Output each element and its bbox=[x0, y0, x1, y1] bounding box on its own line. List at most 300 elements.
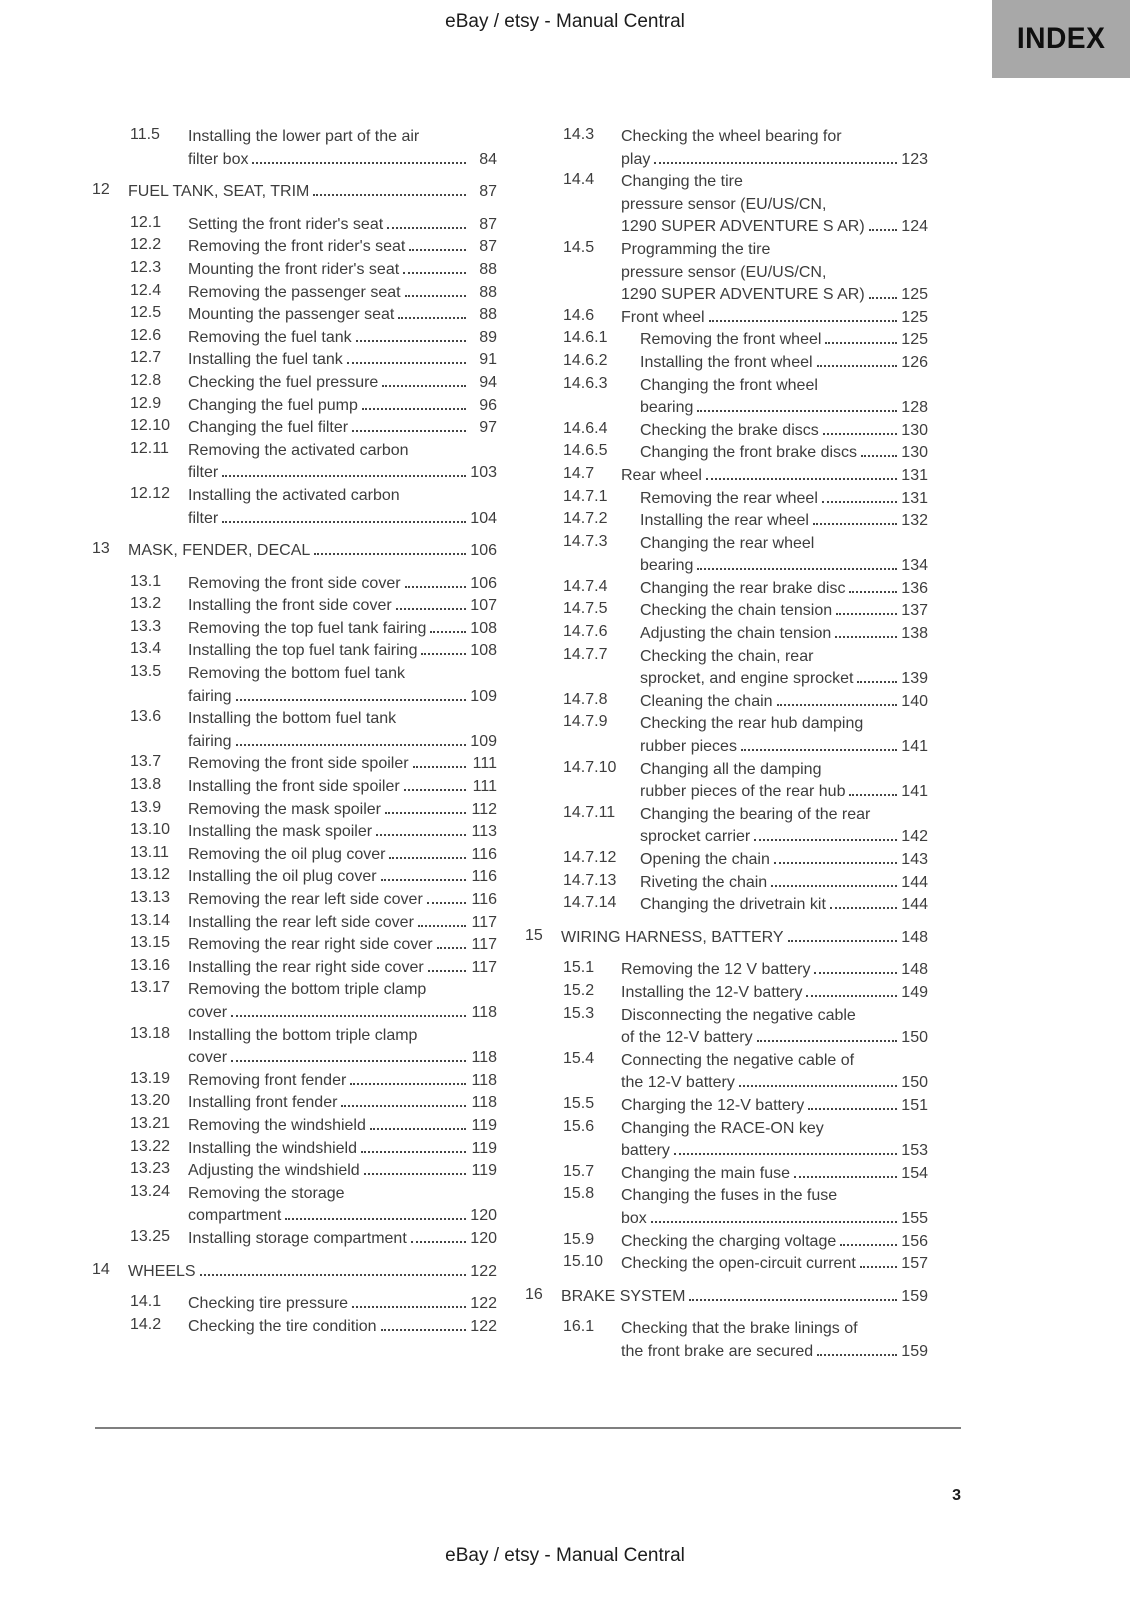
toc-entry-number: 14.2 bbox=[130, 1315, 162, 1333]
toc-entry-title-line: Programming the tire bbox=[621, 240, 771, 258]
toc-entry-last-line bbox=[188, 1047, 497, 1070]
toc-entry-last-line bbox=[621, 1253, 928, 1276]
dotted-leader bbox=[370, 1125, 466, 1130]
toc-entry-page-number: 143 bbox=[901, 851, 928, 868]
toc-entry-title-line: 1290 SUPER ADVENTURE S AR) bbox=[621, 218, 865, 236]
dotted-leader bbox=[654, 159, 897, 164]
toc-entry-page-number: 148 bbox=[901, 961, 928, 979]
toc-entry-last-line bbox=[640, 488, 928, 511]
dotted-leader bbox=[836, 610, 897, 615]
toc-entry-title-line: filter bbox=[188, 464, 219, 482]
toc-entry-14-7-3 bbox=[525, 533, 928, 578]
toc-entry-page-number: 138 bbox=[901, 625, 928, 643]
toc-entry-13-4 bbox=[92, 640, 497, 663]
toc-entry-page-number: 97 bbox=[479, 419, 497, 437]
toc-entry-number: 14.7.3 bbox=[563, 532, 608, 550]
toc-entry-page-number: 107 bbox=[470, 597, 497, 615]
toc-entry-title-line: the front brake are secured bbox=[621, 1342, 814, 1360]
dotted-leader bbox=[817, 362, 897, 367]
toc-entry-last-line bbox=[188, 618, 497, 641]
toc-entry-title-line: Removing the front wheel bbox=[640, 331, 822, 349]
toc-entry-13-9 bbox=[92, 799, 497, 822]
toc-entry-13-21 bbox=[92, 1115, 497, 1138]
toc-entry-12-4 bbox=[92, 282, 497, 305]
toc-entry-last-line bbox=[621, 1140, 928, 1163]
toc-entry-number: 13.1 bbox=[130, 572, 162, 590]
toc-entry-number: 14.7.7 bbox=[563, 645, 608, 663]
toc-entry-number: 14.6.4 bbox=[563, 419, 608, 437]
toc-entry-title-line: Installing the front side cover bbox=[188, 597, 392, 615]
toc-entry-title-line: MASK, FENDER, DECAL bbox=[128, 542, 311, 560]
toc-entry-title-line: Checking the chain tension bbox=[640, 602, 833, 620]
toc-entry-title-line: Checking tire pressure bbox=[188, 1295, 349, 1313]
toc-entry-last-line bbox=[621, 1027, 928, 1050]
toc-entry-title-line: Changing the tire bbox=[621, 173, 743, 191]
toc-entry-number: 13.3 bbox=[130, 617, 162, 635]
toc-entry-title-line: Removing the mask spoiler bbox=[188, 800, 381, 818]
dotted-leader bbox=[314, 550, 466, 555]
toc-entry-title-line: Adjusting the windshield bbox=[188, 1162, 360, 1180]
toc-entry-number: 13.8 bbox=[130, 776, 162, 794]
toc-entry-number: 12.6 bbox=[130, 326, 162, 344]
dotted-leader bbox=[861, 452, 897, 457]
toc-entry-number: 14.7.10 bbox=[563, 758, 617, 776]
toc-entry-last-line bbox=[640, 894, 928, 917]
toc-entry-number: 13.17 bbox=[130, 979, 171, 997]
toc-entry-title-line: WIRING HARNESS, BATTERY bbox=[561, 928, 784, 946]
toc-entry-number: 14.7.9 bbox=[563, 713, 608, 731]
dotted-leader bbox=[376, 831, 466, 836]
toc-entry-title-line: Changing the front brake discs bbox=[640, 444, 858, 462]
toc-entry-number: 13.5 bbox=[130, 663, 162, 681]
toc-entry-number: 14.3 bbox=[563, 126, 595, 143]
toc-entry-page-number: 122 bbox=[470, 1262, 497, 1280]
toc-entry-title-line: Installing the bottom fuel tank bbox=[188, 710, 397, 728]
toc-entry-title-line: Checking the fuel pressure bbox=[188, 373, 379, 391]
toc-entry-last-line bbox=[128, 1261, 497, 1284]
toc-entry-14-7-2 bbox=[525, 510, 928, 533]
dotted-leader bbox=[413, 763, 466, 768]
toc-entry-12-5 bbox=[92, 304, 497, 327]
toc-entry-last-line bbox=[188, 866, 497, 889]
toc-entry-last-line bbox=[128, 181, 497, 204]
toc-entry-page-number: 144 bbox=[901, 896, 928, 914]
toc-entry-page-number: 89 bbox=[479, 328, 497, 346]
toc-entry-last-line bbox=[621, 1231, 928, 1254]
toc-entry-number: 16 bbox=[525, 1285, 543, 1303]
toc-entry-last-line bbox=[188, 640, 497, 663]
toc-entry-16 bbox=[525, 1286, 928, 1309]
toc-entry-number: 15.7 bbox=[563, 1162, 595, 1180]
toc-entry-title-line: Installing the activated carbon bbox=[188, 486, 400, 504]
toc-entry-title-line: Installing the top fuel tank fairing bbox=[188, 642, 418, 660]
dotted-leader bbox=[313, 191, 466, 196]
dotted-leader bbox=[385, 809, 466, 814]
toc-entry-13-15 bbox=[92, 934, 497, 957]
toc-entry-last-line bbox=[188, 731, 497, 754]
toc-entry-page-number: 87 bbox=[479, 215, 497, 233]
toc-entry-number: 13.11 bbox=[130, 843, 169, 861]
toc-entry-page-number: 118 bbox=[471, 1071, 497, 1089]
toc-entry-14-6-4 bbox=[525, 420, 928, 443]
toc-entry-title-line: Changing the fuses in the fuse bbox=[621, 1187, 838, 1205]
toc-entry-last-line bbox=[561, 1286, 928, 1309]
toc-entry-page-number: 137 bbox=[901, 602, 928, 620]
dotted-leader bbox=[777, 701, 897, 706]
dotted-leader bbox=[849, 588, 897, 593]
toc-entry-last-line bbox=[621, 216, 928, 239]
toc-entry-page-number: 96 bbox=[479, 396, 497, 414]
toc-entry-title-line: Installing the windshield bbox=[188, 1139, 357, 1157]
toc-entry-number: 14.5 bbox=[563, 238, 595, 256]
toc-entry-last-line bbox=[640, 329, 928, 352]
toc-entry-last-line bbox=[188, 1070, 497, 1093]
toc-entry-page-number: 142 bbox=[901, 828, 928, 846]
toc-entry-last-line bbox=[640, 691, 928, 714]
dotted-leader bbox=[869, 294, 897, 299]
toc-entry-14-7 bbox=[525, 465, 928, 488]
dotted-leader bbox=[706, 475, 897, 480]
toc-entry-last-line bbox=[640, 872, 928, 895]
dotted-leader bbox=[396, 605, 466, 610]
toc-entry-14-7-13 bbox=[525, 872, 928, 895]
toc-entry-number: 15.6 bbox=[563, 1117, 595, 1135]
toc-entry-13-3 bbox=[92, 618, 497, 641]
dotted-leader bbox=[674, 1150, 897, 1155]
toc-entry-page-number: 159 bbox=[901, 1342, 928, 1360]
toc-entry-title-line: Installing front fender bbox=[188, 1094, 338, 1112]
toc-entry-page-number: 150 bbox=[901, 1029, 928, 1047]
toc-entry-number: 13.25 bbox=[130, 1227, 171, 1245]
toc-entry-title-line: Installing the rear right side cover bbox=[188, 958, 424, 976]
toc-entry-title-line: bearing bbox=[640, 399, 694, 417]
toc-entry-title-line: Charging the 12-V battery bbox=[621, 1096, 805, 1114]
toc-entry-title-line: play bbox=[621, 150, 651, 168]
toc-entry-page-number: 144 bbox=[901, 873, 928, 891]
toc-entry-15-5 bbox=[525, 1095, 928, 1118]
toc-entry-last-line bbox=[640, 736, 928, 759]
toc-entry-page-number: 120 bbox=[470, 1229, 497, 1247]
dotted-leader bbox=[808, 1105, 897, 1110]
toc-entry-number: 15.5 bbox=[563, 1094, 595, 1112]
toc-entry-page-number: 119 bbox=[471, 1116, 497, 1134]
dotted-leader bbox=[403, 269, 466, 274]
toc-entry-page-number: 88 bbox=[479, 260, 497, 278]
toc-entry-number: 15.4 bbox=[563, 1049, 595, 1067]
toc-entry-title-line: WHEELS bbox=[128, 1262, 196, 1280]
toc-entry-number: 13.2 bbox=[130, 595, 162, 613]
toc-entry-title-line: Adjusting the chain tension bbox=[640, 625, 832, 643]
toc-entry-15-8 bbox=[525, 1185, 928, 1230]
toc-entry-last-line bbox=[188, 214, 497, 237]
toc-entry-title-line: sprocket carrier bbox=[640, 828, 751, 846]
toc-entry-12-7 bbox=[92, 349, 497, 372]
toc-entry-page-number: 139 bbox=[901, 670, 928, 688]
dotted-leader bbox=[285, 1215, 466, 1220]
toc-entry-page-number: 119 bbox=[471, 1162, 497, 1180]
toc-entry-last-line bbox=[188, 236, 497, 259]
toc-entry-last-line bbox=[621, 1341, 928, 1364]
toc-entry-13-25 bbox=[92, 1228, 497, 1251]
toc-entry-last-line bbox=[188, 821, 497, 844]
toc-entry-last-line bbox=[621, 1072, 928, 1095]
toc-entry-title-line: Installing the fuel tank bbox=[188, 351, 343, 369]
dotted-leader bbox=[427, 899, 466, 904]
toc-entry-13-11 bbox=[92, 844, 497, 867]
toc-left-column bbox=[92, 126, 497, 1363]
dotted-leader bbox=[817, 1351, 897, 1356]
toc-entry-15-4 bbox=[525, 1050, 928, 1095]
toc-entry-number: 12.10 bbox=[130, 417, 171, 435]
table-of-contents bbox=[92, 126, 928, 1363]
toc-entry-title-line: Installing the mask spoiler bbox=[188, 823, 373, 841]
toc-entry-14-6 bbox=[525, 307, 928, 330]
toc-entry-number: 14.7 bbox=[563, 464, 595, 482]
toc-entry-14-5 bbox=[525, 239, 928, 307]
toc-entry-last-line bbox=[640, 578, 928, 601]
dotted-leader bbox=[356, 337, 466, 342]
toc-entry-page-number: 151 bbox=[901, 1096, 928, 1114]
toc-entry-13-20 bbox=[92, 1092, 497, 1115]
toc-entry-last-line bbox=[128, 540, 497, 563]
toc-entry-title-line: sprocket, and engine sprocket bbox=[640, 670, 854, 688]
dotted-leader bbox=[741, 746, 897, 751]
toc-entry-last-line bbox=[188, 1115, 497, 1138]
toc-entry-14 bbox=[92, 1261, 497, 1284]
toc-entry-title-line: fairing bbox=[188, 732, 232, 750]
toc-entry-number: 13.14 bbox=[130, 911, 171, 929]
toc-entry-page-number: 120 bbox=[470, 1207, 497, 1225]
toc-entry-14-6-3 bbox=[525, 375, 928, 420]
toc-entry-page-number: 109 bbox=[470, 732, 497, 750]
toc-entry-page-number: 132 bbox=[901, 512, 928, 530]
toc-entry-page-number: 153 bbox=[901, 1142, 928, 1160]
toc-entry-title-line: Removing the activated carbon bbox=[188, 441, 409, 459]
toc-entry-number: 14.7.6 bbox=[563, 623, 608, 641]
toc-entry-number: 13.24 bbox=[130, 1182, 171, 1200]
toc-entry-page-number: 87 bbox=[479, 238, 497, 256]
toc-entry-title-line: bearing bbox=[640, 557, 694, 575]
toc-entry-number: 15.10 bbox=[563, 1253, 604, 1271]
dotted-leader bbox=[222, 518, 466, 523]
toc-entry-title-line: Changing the RACE-ON key bbox=[621, 1119, 824, 1137]
toc-entry-number: 13.21 bbox=[130, 1114, 171, 1132]
toc-entry-14-7-11 bbox=[525, 804, 928, 849]
index-tab-label: INDEX bbox=[1016, 22, 1106, 55]
toc-entry-number: 15.8 bbox=[563, 1185, 595, 1203]
toc-entry-title-line: fairing bbox=[188, 687, 232, 705]
toc-entry-12-1 bbox=[92, 214, 497, 237]
toc-entry-page-number: 113 bbox=[471, 823, 497, 841]
toc-entry-last-line bbox=[188, 1002, 497, 1025]
toc-entry-title-line: Checking the tire condition bbox=[188, 1317, 377, 1335]
dotted-leader bbox=[362, 405, 466, 410]
toc-entry-last-line bbox=[621, 149, 928, 172]
toc-entry-title-line: Checking the wheel bearing for bbox=[621, 128, 842, 145]
toc-entry-number: 14.6.3 bbox=[563, 374, 608, 392]
toc-entry-page-number: 136 bbox=[901, 579, 928, 597]
toc-entry-page-number: 156 bbox=[901, 1232, 928, 1250]
dotted-leader bbox=[405, 583, 466, 588]
toc-entry-last-line bbox=[188, 327, 497, 350]
toc-entry-title-line: Installing the 12-V battery bbox=[621, 983, 803, 1001]
toc-entry-14-4 bbox=[525, 171, 928, 239]
toc-entry-title-line: Cleaning the chain bbox=[640, 692, 773, 710]
toc-entry-title-line: Setting the front rider's seat bbox=[188, 215, 384, 233]
toc-entry-number: 11.5 bbox=[130, 126, 160, 143]
dotted-leader bbox=[398, 314, 466, 319]
dotted-leader bbox=[709, 317, 897, 322]
toc-entry-13-23 bbox=[92, 1160, 497, 1183]
dotted-leader bbox=[651, 1218, 897, 1223]
toc-entry-title-line: Changing the rear brake disc bbox=[640, 579, 846, 597]
toc-entry-last-line bbox=[640, 826, 928, 849]
dotted-leader bbox=[409, 246, 466, 251]
toc-entry-number: 12.11 bbox=[130, 439, 169, 457]
toc-entry-last-line bbox=[640, 781, 928, 804]
toc-entry-number: 14.1 bbox=[130, 1293, 162, 1311]
toc-entry-number: 13.13 bbox=[130, 889, 171, 906]
toc-entry-title-line: pressure sensor (EU/US/CN, bbox=[621, 195, 827, 213]
toc-entry-title-line: Removing the oil plug cover bbox=[188, 845, 386, 863]
toc-entry-15-6 bbox=[525, 1118, 928, 1163]
dotted-leader bbox=[222, 472, 466, 477]
toc-entry-last-line bbox=[188, 372, 497, 395]
toc-entry-page-number: 116 bbox=[471, 868, 497, 886]
dotted-leader bbox=[347, 359, 466, 364]
toc-entry-page-number: 94 bbox=[479, 373, 497, 391]
toc-entry-14-2 bbox=[92, 1316, 497, 1339]
dotted-leader bbox=[381, 876, 466, 881]
toc-entry-number: 12 bbox=[92, 181, 110, 199]
dotted-leader bbox=[389, 854, 466, 859]
toc-entry-last-line bbox=[188, 1228, 497, 1251]
toc-entry-15-1 bbox=[525, 959, 928, 982]
dotted-leader bbox=[236, 741, 466, 746]
toc-entry-12-10 bbox=[92, 417, 497, 440]
dotted-leader bbox=[823, 430, 897, 435]
toc-entry-page-number: 126 bbox=[901, 353, 928, 371]
dotted-leader bbox=[825, 339, 897, 344]
toc-entry-page-number: 111 bbox=[472, 778, 497, 796]
toc-entry-title-line: Installing the oil plug cover bbox=[188, 868, 377, 886]
toc-entry-14-7-9 bbox=[525, 713, 928, 758]
toc-entry-number: 13.16 bbox=[130, 956, 171, 974]
toc-entry-title-line: rubber pieces of the rear hub bbox=[640, 783, 846, 801]
toc-entry-title-line: Disconnecting the negative cable bbox=[621, 1006, 856, 1024]
toc-entry-number: 14.6 bbox=[563, 306, 595, 324]
toc-entry-page-number: 118 bbox=[471, 1049, 497, 1067]
toc-entry-last-line bbox=[188, 1293, 497, 1316]
toc-entry-12-2 bbox=[92, 236, 497, 259]
toc-entry-14-6-5 bbox=[525, 442, 928, 465]
toc-entry-number: 12.3 bbox=[130, 258, 162, 276]
toc-entry-number: 14.7.12 bbox=[563, 849, 617, 866]
toc-right-column bbox=[525, 126, 928, 1363]
toc-entry-page-number: 116 bbox=[471, 845, 497, 863]
toc-entry-title-line: Installing the rear left side cover bbox=[188, 913, 414, 931]
toc-entry-title-line: Changing the bearing of the rear bbox=[640, 805, 871, 823]
toc-entry-title-line: Mounting the passenger seat bbox=[188, 306, 395, 324]
toc-entry-page-number: 123 bbox=[901, 150, 928, 168]
toc-entry-14-7-1 bbox=[525, 488, 928, 511]
toc-entry-number: 15.9 bbox=[563, 1230, 595, 1248]
toc-entry-title-line: Installing the bottom triple clamp bbox=[188, 1026, 418, 1044]
toc-entry-title-line: Removing the top fuel tank fairing bbox=[188, 619, 427, 637]
toc-entry-title-line: pressure sensor (EU/US/CN, bbox=[621, 263, 827, 281]
toc-entry-number: 13.4 bbox=[130, 640, 162, 658]
toc-entry-last-line bbox=[621, 284, 928, 307]
toc-entry-title-line: Installing storage compartment bbox=[188, 1229, 407, 1247]
toc-entry-title-line: Front wheel bbox=[621, 308, 705, 326]
toc-entry-number: 14.7.14 bbox=[563, 894, 617, 912]
dotted-leader bbox=[849, 791, 897, 796]
toc-entry-14-7-8 bbox=[525, 691, 928, 714]
toc-entry-number: 15.1 bbox=[563, 959, 595, 977]
toc-entry-last-line bbox=[640, 555, 928, 578]
toc-entry-number: 14.6.5 bbox=[563, 442, 608, 460]
toc-entry-last-line bbox=[188, 686, 497, 709]
toc-entry-number: 14.7.2 bbox=[563, 510, 608, 528]
toc-entry-page-number: 118 bbox=[471, 1003, 497, 1021]
dotted-leader bbox=[350, 1080, 466, 1085]
toc-entry-page-number: 111 bbox=[472, 755, 497, 773]
toc-entry-number: 14.7.5 bbox=[563, 600, 608, 618]
header-title: eBay / etsy - Manual Central bbox=[445, 11, 685, 32]
toc-entry-13-6 bbox=[92, 708, 497, 753]
toc-entry-page-number: 117 bbox=[471, 936, 497, 954]
toc-entry-title-line: Installing the rear wheel bbox=[640, 512, 809, 530]
dotted-leader bbox=[813, 520, 897, 525]
toc-entry-number: 13 bbox=[92, 540, 110, 558]
dotted-leader bbox=[739, 1082, 897, 1087]
toc-entry-last-line bbox=[188, 1092, 497, 1115]
toc-entry-page-number: 125 bbox=[901, 286, 928, 304]
toc-entry-page-number: 106 bbox=[470, 542, 497, 560]
toc-entry-15-9 bbox=[525, 1231, 928, 1254]
toc-entry-last-line bbox=[640, 600, 928, 623]
toc-entry-13-19 bbox=[92, 1070, 497, 1093]
toc-entry-last-line bbox=[188, 1138, 497, 1161]
toc-entry-last-line bbox=[188, 844, 497, 867]
toc-entry-title-line: Removing the storage bbox=[188, 1184, 345, 1202]
toc-entry-12-12 bbox=[92, 485, 497, 530]
toc-entry-14-7-10 bbox=[525, 759, 928, 804]
toc-entry-title-line: Removing the fuel tank bbox=[188, 328, 352, 346]
toc-entry-page-number: 103 bbox=[470, 464, 497, 482]
page-number: 3 bbox=[952, 1487, 961, 1504]
footer-divider bbox=[95, 1427, 961, 1429]
toc-entry-title-line: Changing the front wheel bbox=[640, 376, 818, 394]
toc-entry-last-line bbox=[188, 1316, 497, 1339]
toc-entry-page-number: 88 bbox=[479, 283, 497, 301]
toc-entry-last-line bbox=[188, 417, 497, 440]
toc-entry-last-line bbox=[621, 1163, 928, 1186]
toc-entry-title-line: filter box bbox=[188, 150, 249, 168]
dotted-leader bbox=[352, 1303, 466, 1308]
toc-entry-12-6 bbox=[92, 327, 497, 350]
toc-entry-last-line bbox=[188, 462, 497, 485]
toc-entry-last-line bbox=[561, 927, 928, 950]
toc-entry-12-8 bbox=[92, 372, 497, 395]
toc-entry-13-24 bbox=[92, 1183, 497, 1228]
dotted-leader bbox=[381, 1326, 466, 1331]
toc-entry-last-line bbox=[640, 668, 928, 691]
toc-entry-last-line bbox=[621, 1208, 928, 1231]
toc-entry-last-line bbox=[188, 1205, 497, 1228]
toc-entry-title-line: BRAKE SYSTEM bbox=[561, 1287, 686, 1305]
toc-entry-page-number: 131 bbox=[901, 466, 928, 484]
